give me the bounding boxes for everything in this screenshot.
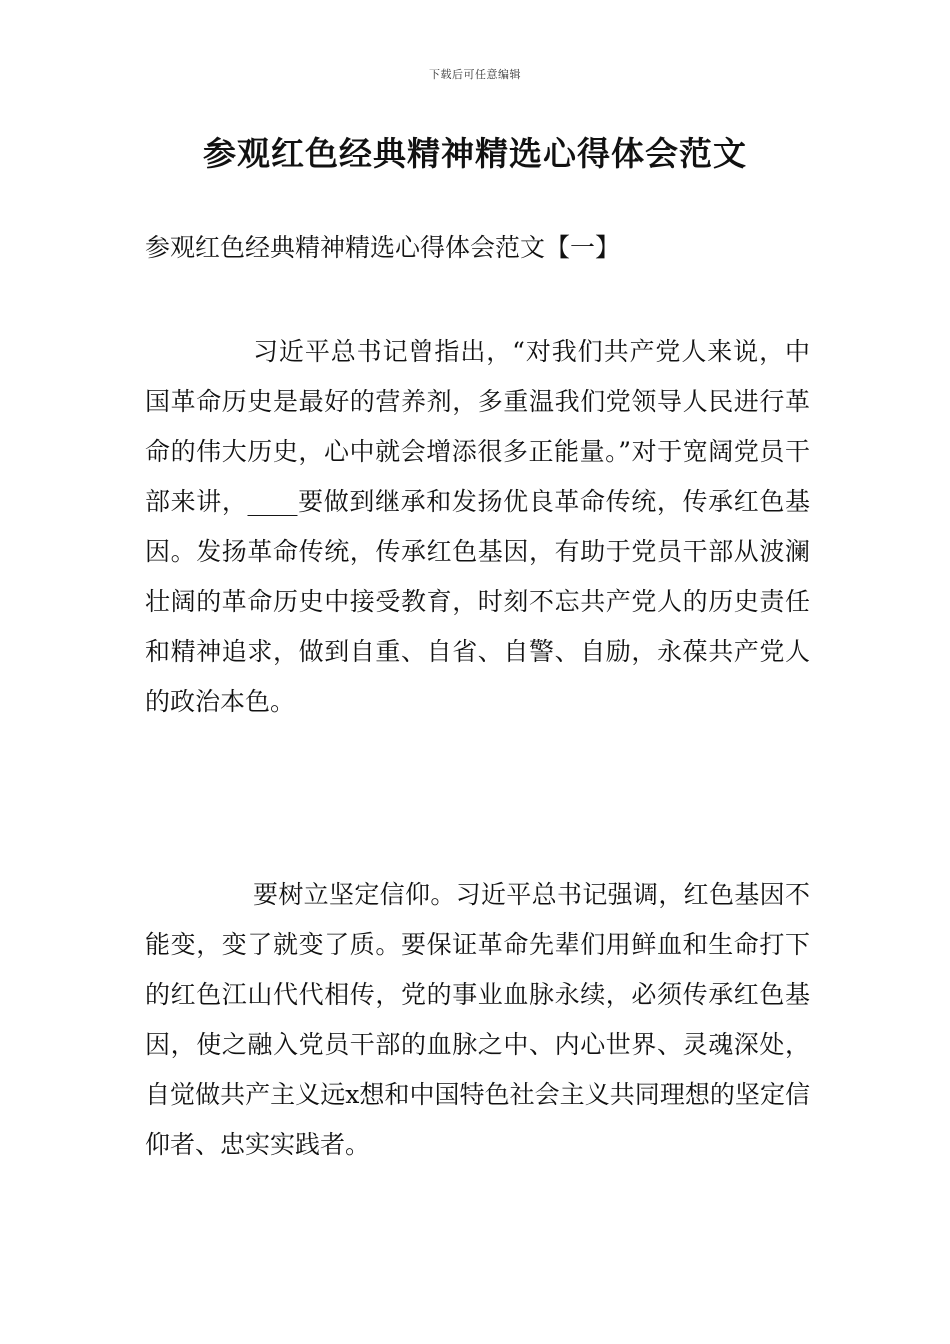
body-paragraph: 要树立坚定信仰。习近平总书记强调，红色基因不能变，变了就变了质。要保证革命先辈们用鲜血和生命打下的红色江山代代相传，党的事业血脉永续，必须传承红色基因，使之融入党员干部的血脉之中、内心世界、灵魂深处，自觉做共产主义远x想和中国特色社会主义共同理想的坚定信仰者、忠实实践者。: [145, 880, 810, 1159]
header-note: 下载后可任意编辑: [429, 68, 521, 81]
body-paragraph: 习近平总书记曾指出，“对我们共产党人来说，中国革命历史是最好的营养剂，多重温我们党领导人民进行革命的伟大历史，心中就会增添很多正能量。”对于宽阔党员干部来讲，____要做到继承和发扬优良革命传统，传承红色基因。发扬革命传统，传承红色基因，有助于党员干部从波澜壮阔的革命历史中接受教育，时刻不忘共产党人的历史责任和精神追求，做到自重、自省、自警、自励，永葆共产党人的政治本色。: [145, 337, 810, 716]
document-title: 参观红色经典精神精选心得体会范文: [203, 134, 747, 173]
section-heading: 参观红色经典精神精选心得体会范文【一】: [145, 233, 621, 262]
